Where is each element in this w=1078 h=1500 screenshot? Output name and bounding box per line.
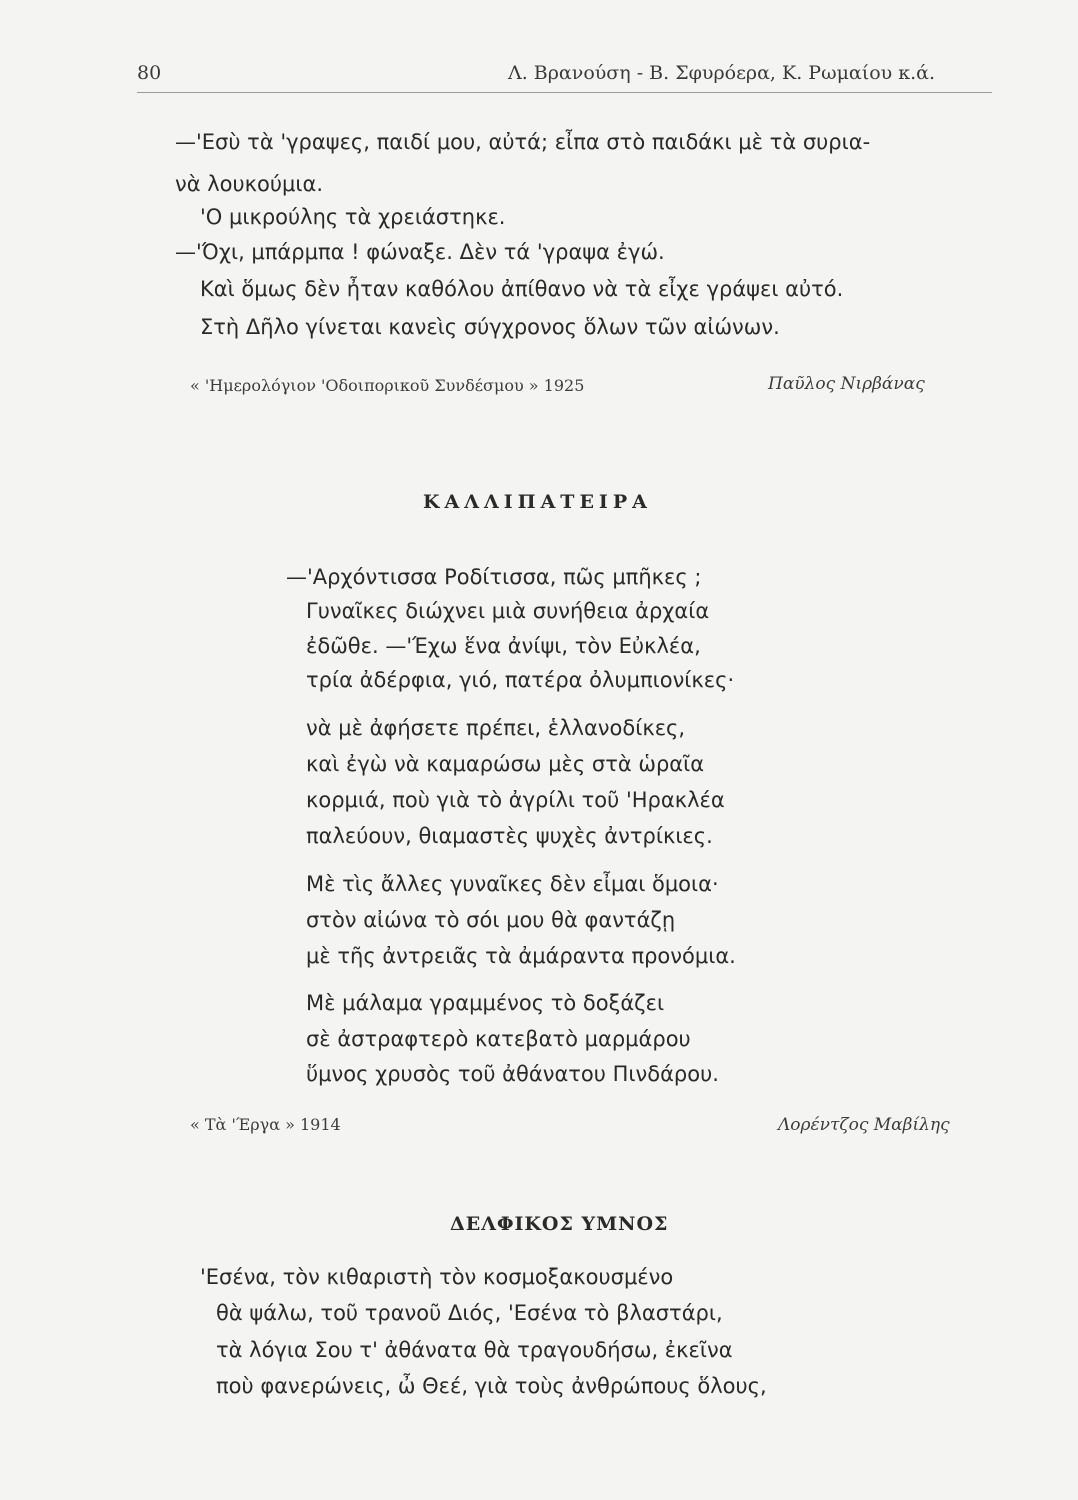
prose-line: —'Εσὺ τὰ 'γραψες, παιδί μου, αὐτά; εἶπα στὸ παιδάκι μὲ τὰ συρια- [175, 130, 871, 154]
poem1-line: Μὲ μάλαμα γραμμένος τὸ δοξάζει [306, 991, 665, 1015]
poem1-line: στὸν αἰώνα τὸ σόι μου θὰ φαντάζῃ [306, 908, 676, 932]
poem2-line: 'Εσένα, τὸν κιθαριστὴ τὸν κοσμοξακουσμένο [200, 1265, 674, 1289]
poem2-title: ΔΕΛΦΙΚΟΣ ΥΜΝΟΣ [450, 1213, 669, 1235]
poem1-line: ἐδῶθε. —'Έχω ἕνα ἀνίψι, τὸν Εὐκλέα, [306, 634, 701, 658]
poem1-line: μὲ τῆς ἀντρειᾶς τὰ ἀμάραντα προνόμια. [306, 944, 736, 968]
poem1-line: νὰ μὲ ἀφήσετε πρέπει, ἑλλανοδίκες, [306, 716, 686, 740]
poem1-title: ΚΑΛΛΙΠΑΤΕΙΡΑ [423, 491, 652, 513]
poem1-line: καὶ ἐγὼ νὰ καμαρώσω μὲς στὰ ὡραῖα [306, 752, 705, 776]
poem1-line: τρία ἀδέρφια, γιό, πατέρα ὀλυμπιονίκες· [306, 668, 735, 692]
poem1-line: παλεύουν, θιαμαστὲς ψυχὲς ἀντρίκιες. [306, 824, 713, 848]
poem1-author: Λορέντζος Μαβίλης [778, 1115, 950, 1135]
header-rule [137, 92, 992, 93]
page-number: 80 [137, 62, 162, 84]
poem1-source: « Τὰ 'Έργα » 1914 [190, 1115, 341, 1134]
poem1-line: Γυναῖκες διώχνει μιὰ συνήθεια ἀρχαία [306, 599, 710, 623]
poem1-line: σὲ ἀστραφτερὸ κατεβατὸ μαρμάρου [306, 1027, 691, 1051]
poem2-line: ποὺ φανερώνεις, ὦ Θεέ, γιὰ τοὺς ἀνθρώπους ὅλους, [216, 1374, 767, 1398]
prose-line: 'Ο μικρούλης τὰ χρειάστηκε. [200, 205, 506, 229]
prose-line: Καὶ ὅμως δὲν ἦταν καθόλου ἀπίθανο νὰ τὰ εἶχε γράψει αὐτό. [200, 277, 844, 301]
prose-author: Παῦλος Νιρβάνας [768, 374, 925, 394]
poem2-line: θὰ ψάλω, τοῦ τρανοῦ Διός, 'Εσένα τὸ βλαστάρι, [216, 1301, 723, 1325]
poem1-line: —'Αρχόντισσα Ροδίτισσα, πῶς μπῆκες ; [286, 565, 702, 589]
prose-line: νὰ λουκούμια. [175, 172, 324, 196]
poem1-line: ὕμνος χρυσὸς τοῦ ἀθάνατου Πινδάρου. [306, 1062, 719, 1086]
prose-source: « 'Ημερολόγιον 'Οδοιπορικοῦ Συνδέσμου » 1925 [190, 376, 585, 395]
running-title: Λ. Βρανούση - Β. Σφυρόερα, Κ. Ρωμαίου κ.ά. [508, 62, 936, 84]
poem1-line: Μὲ τὶς ἄλλες γυναῖκες δὲν εἶμαι ὅμοια· [306, 872, 719, 896]
poem1-line: κορμιά, ποὺ γιὰ τὸ ἀγρίλι τοῦ 'Ηρακλέα [306, 788, 725, 812]
prose-line: —'Όχι, μπάρμπα ! φώναξε. Δὲν τά 'γραψα ἐγώ. [175, 240, 665, 264]
poem2-line: τὰ λόγια Σου τ' ἀθάνατα θὰ τραγουδήσω, ἐκεῖνα [216, 1338, 733, 1362]
prose-line: Στὴ Δῆλο γίνεται κανεὶς σύγχρονος ὅλων τῶν αἰώνων. [200, 315, 780, 339]
